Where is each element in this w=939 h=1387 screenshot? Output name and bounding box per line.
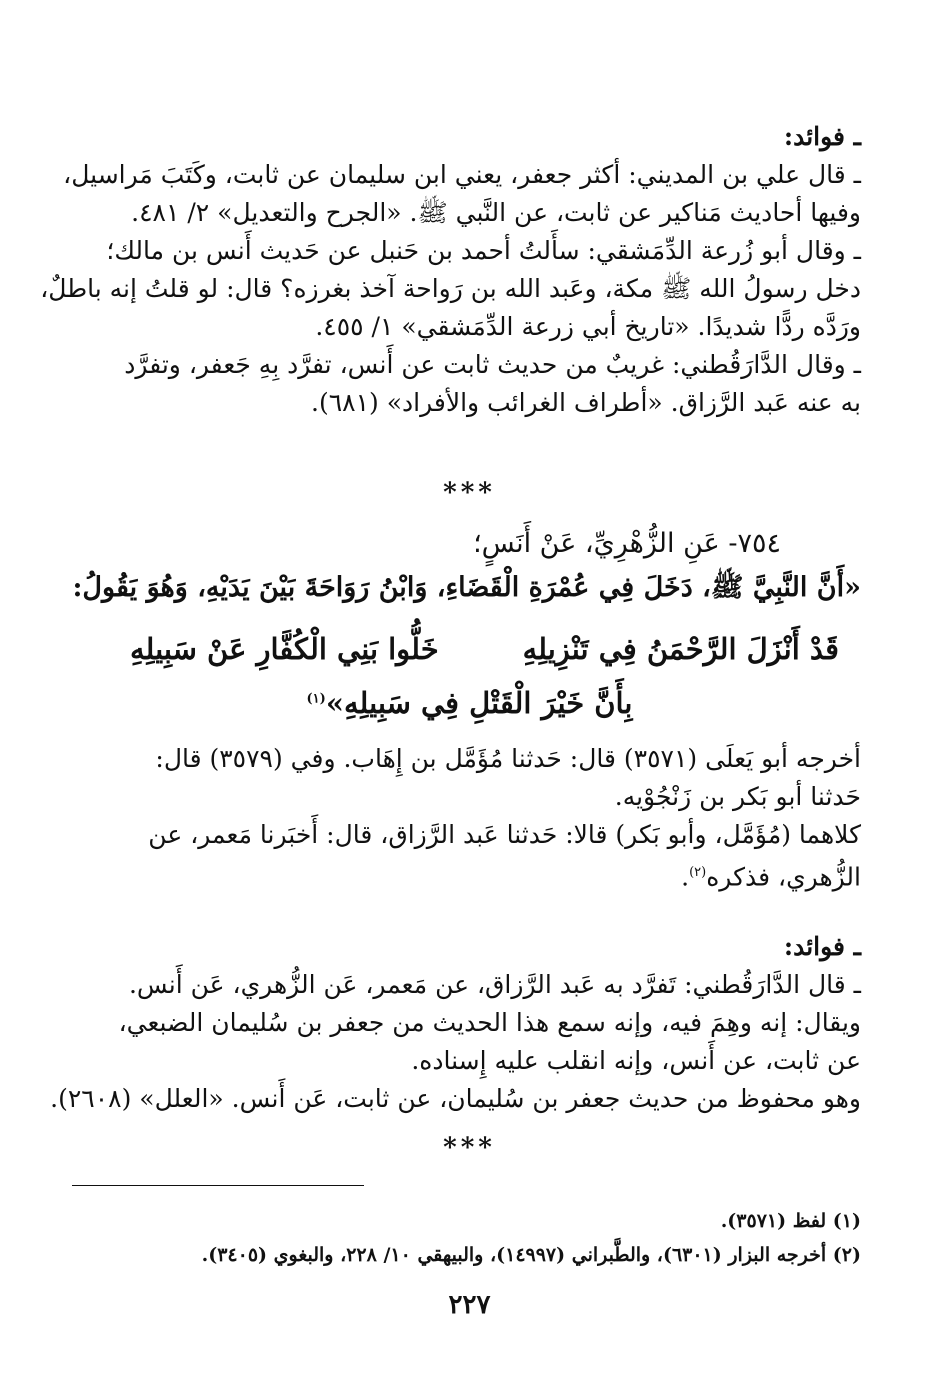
paragraph-line: ورَدَّه ردًّا شديدًا. «تاريخ أبي زرعة الدِّمَشقي» ١/ ٤٥٥. — [315, 312, 861, 341]
page-number: ٢٢٧ — [448, 1290, 491, 1320]
paragraph-line: الزُّهري، فذكره$^{(٢)}$. — [681, 862, 861, 892]
section-separator: *** — [443, 478, 496, 508]
paragraph-line: وهو محفوظ من حديث جعفر بن سُليمان، عن ثابت، عَن أَنس. «العلل» (٢٦٠٨). — [50, 1084, 861, 1113]
paragraph-line: ـ قال علي بن المديني: أكثر جعفر، يعني ابن سليمان عن ثابت، وكَتَبَ مَراسيل، — [63, 160, 861, 189]
footnote-marker: (٢) — [689, 865, 707, 880]
hadith-number-line: ٧٥٤- عَنِ الزُّهْرِيِّ، عَنْ أَنَسٍ؛ — [473, 528, 781, 559]
benefits-heading: ـ فوائد: — [783, 122, 861, 151]
paragraph-line: عن ثابت، عن أَنس، وإنه انقلب عليه إِسناده. — [411, 1046, 861, 1075]
footnote-divider — [72, 1185, 364, 1186]
verse-line-1 — [130, 632, 839, 682]
paragraph-line: كلاهما (مُؤَمَّل، وأبو بَكر) قالا: حَدثنا عَبد الرَّزاق، قال: أَخبَرنا مَعمر، عن — [148, 820, 861, 849]
hadith-text: «أَنَّ النَّبِيَّ ﷺ، دَخَلَ فِي عُمْرَةِ الْقَضَاءِ، وَابْنُ رَوَاحَةَ بَيْنَ يَدَيْهِ، وَهُوَ يَقُولُ: — [72, 572, 861, 603]
verse-hemistich-right: قَدْ أَنْزَلَ الرَّحْمَنُ فِي تَنْزِيلِهِ — [522, 632, 839, 666]
verse-hemistich-left: خَلُّوا بَنِي الْكُفَّارِ عَنْ سَبِيلِهِ — [130, 632, 439, 666]
section-separator: *** — [443, 1133, 496, 1163]
paragraph-line: وفيها أحاديث مَناكير عن ثابت، عن النَّبي ﷺ. «الجرح والتعديل» ٢/ ٤٨١. — [131, 198, 861, 227]
footnote-1: (١) لفظ (٣٥٧١). — [720, 1210, 861, 1232]
benefits-section-2 — [50, 928, 861, 1118]
paragraph-line: أخرجه أبو يَعلَى (٣٥٧١) قال: حَدثنا مُؤَمَّل بن إِهَاب. وفي (٣٥٧٩) قال: — [155, 744, 861, 773]
paragraph-line: ـ وقال الدَّارَقُطني: غريبٌ من حديث ثابت عن أَنس، تفرَّد بِهِ جَعفر، وتفرَّد — [124, 350, 861, 379]
verse-second-text: بِأَنَّ خَيْرَ الْقَتْلِ فِي سَبِيلِهِ» — [325, 686, 633, 720]
hadith-block — [72, 522, 861, 610]
takhrij-last-text: الزُّهري، فذكره — [706, 862, 861, 892]
benefits-section-1 — [40, 118, 861, 422]
paragraph-line: حَدثنا أبو بَكر بن زَنْجُوْيه. — [614, 782, 861, 811]
paragraph-line: دخل رسولُ الله ﷺ مكة، وعَبد الله بن رَواحة آخذ بغرزه؟ قال: لو قلتُ إنه باطلٌ، — [40, 274, 861, 303]
paragraph-line: ويقال: إنه وهِمَ فيه، وإنه سمع هذا الحديث من جعفر بن سُليمان الضبعي، — [118, 1008, 861, 1037]
paragraph-line: ـ وقال أبو زُرعة الدِّمَشقي: سأَلتُ أحمد بن حَنبل عن حَديث أَنس بن مالك؛ — [106, 236, 861, 265]
footnote-marker: (١) — [306, 691, 326, 707]
verse-line-2 — [0, 686, 939, 720]
paragraph-line: به عنه عَبد الرَّزاق. «أطراف الغرائب والأفراد» (٦٨١). — [311, 388, 861, 417]
benefits-heading: ـ فوائد: — [783, 932, 861, 961]
takhrij-section — [72, 740, 861, 896]
footnote-2: (٢) أخرجه البزار (٦٣٠١)، والطَّبراني (١٤٩٩٧)، والبيهقي ١٠/ ٢٢٨، والبغوي (٣٤٠٥). — [201, 1244, 861, 1266]
paragraph-line: ـ قال الدَّارَقُطني: تَفرَّد به عَبد الرَّزاق، عن مَعمر، عَن الزُّهري، عَن أَنس. — [128, 970, 861, 999]
